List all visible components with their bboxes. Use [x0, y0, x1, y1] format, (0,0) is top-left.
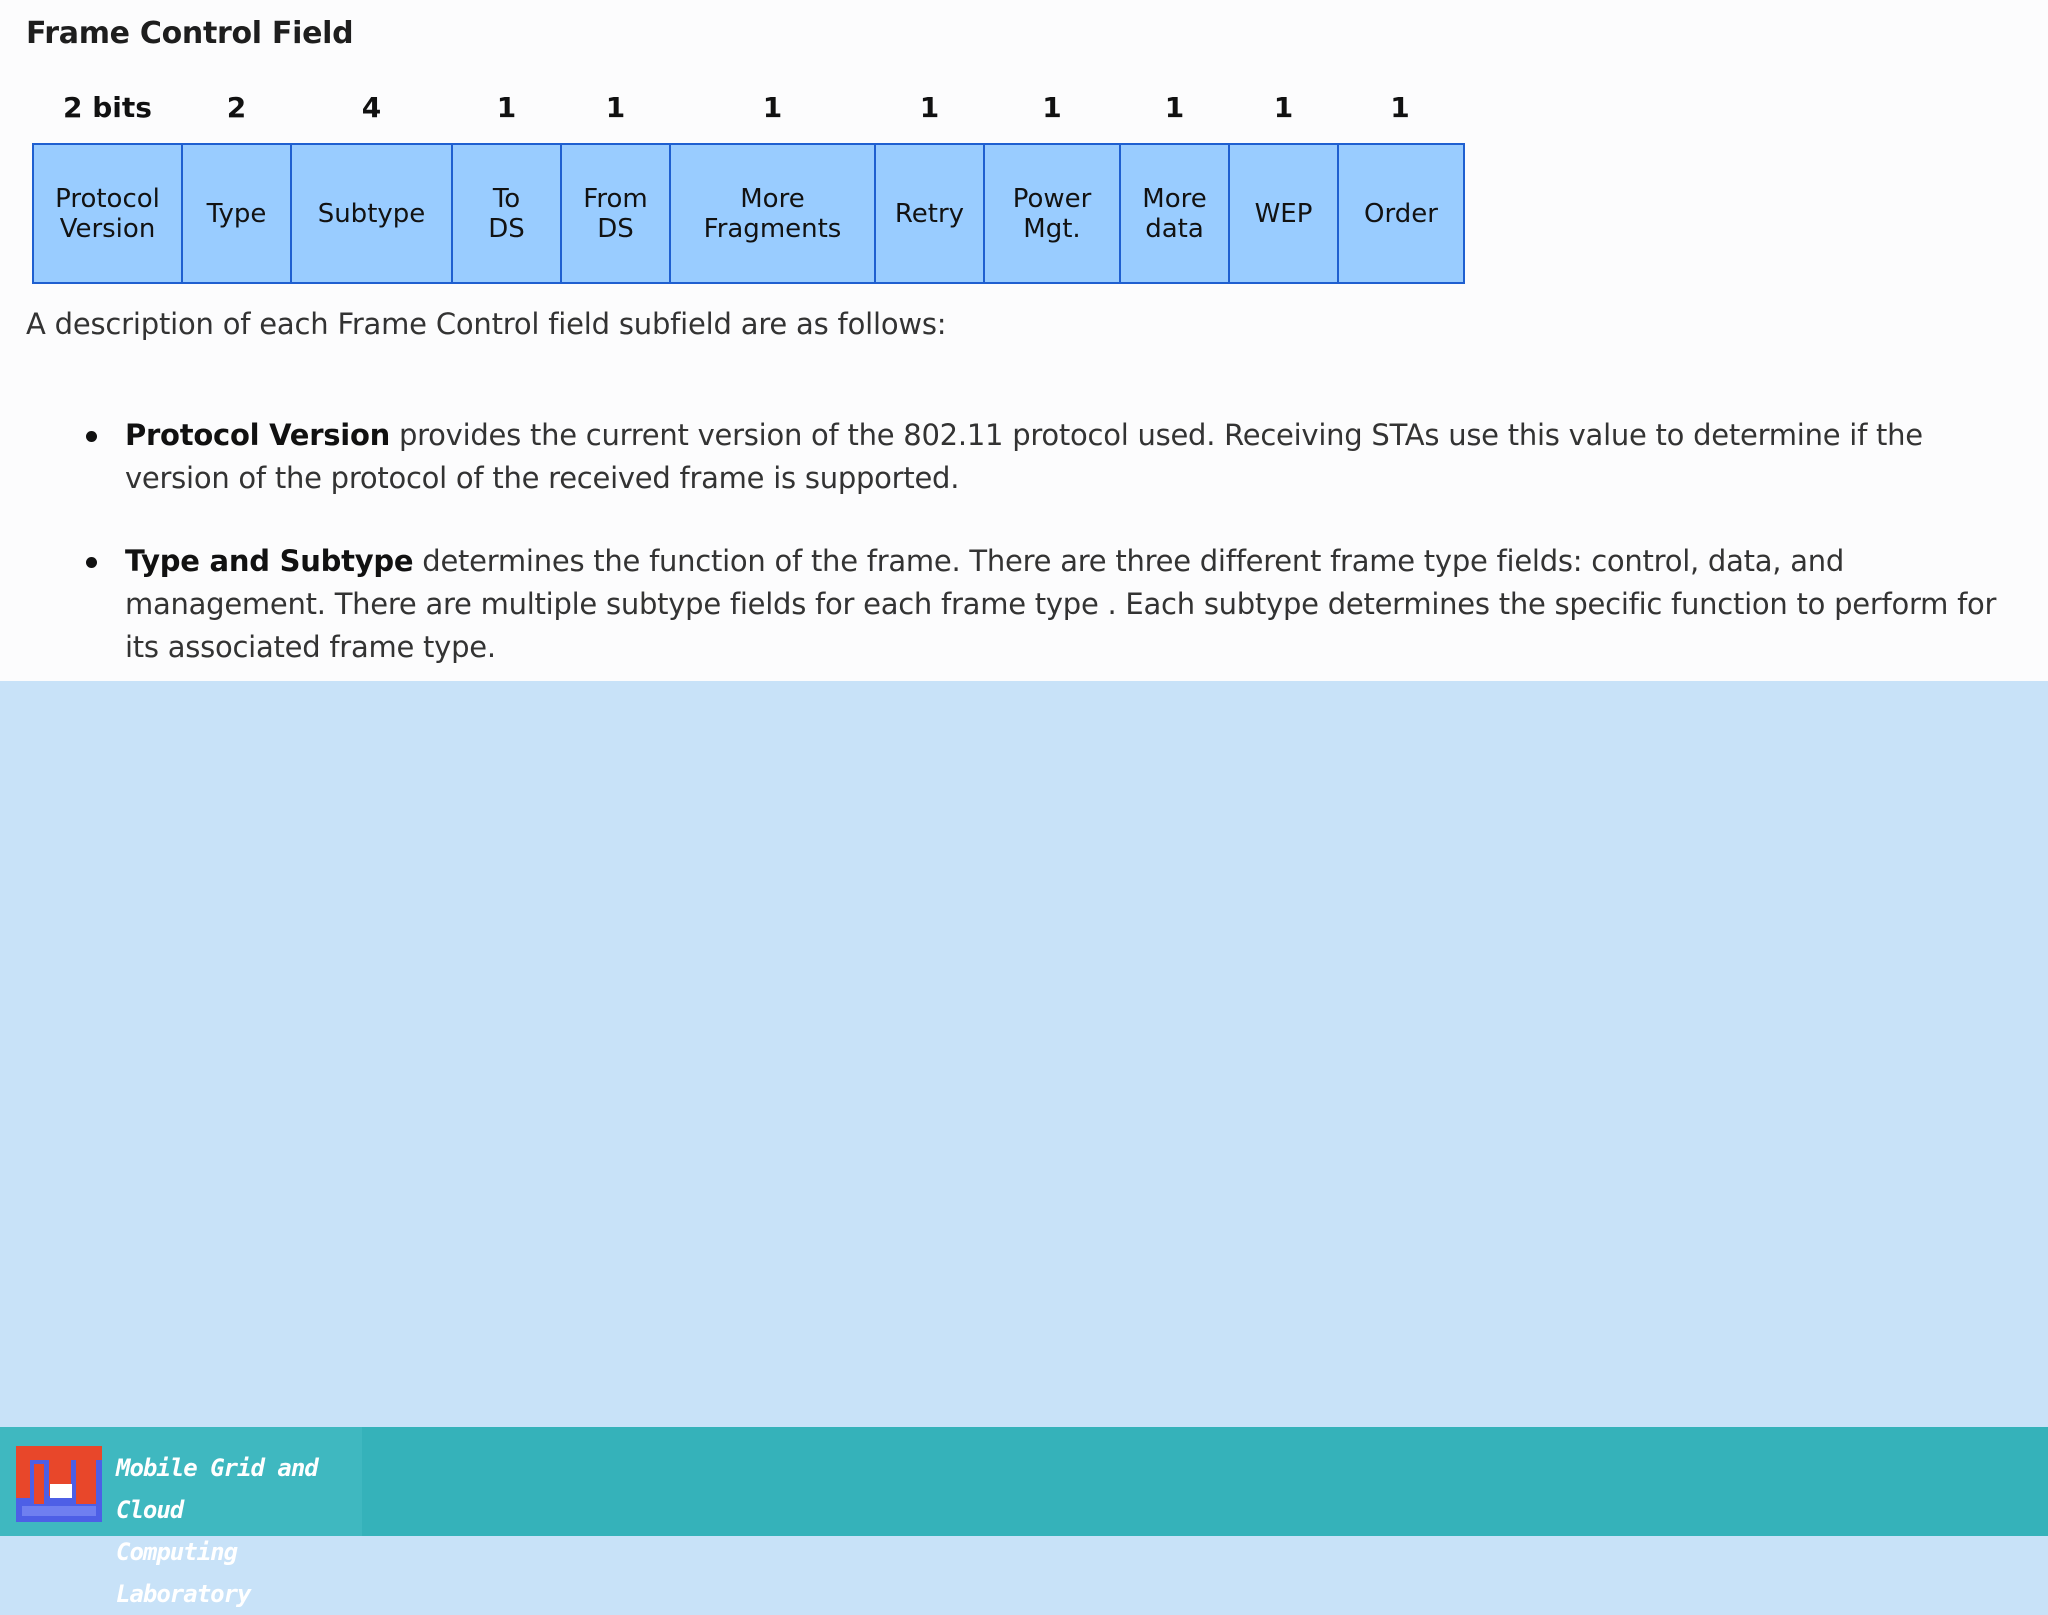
footer-bar	[0, 1427, 2048, 1608]
field-from-ds: From DS	[562, 145, 671, 282]
bit-size-retry: 1	[919, 91, 940, 124]
bit-size-protocol-version: 2 bits	[63, 91, 152, 124]
field-protocol-version: Protocol Version	[34, 145, 183, 282]
bit-size-wep: 1	[1273, 91, 1294, 124]
content-panel	[0, 0, 2048, 681]
frame-control-field-diagram	[32, 143, 1465, 284]
section-title: Frame Control Field	[26, 16, 354, 51]
field-more-data: More data	[1121, 145, 1230, 282]
bullet-text: provides the current version of the 802.11 protocol used. Receiving STAs use this value to determine if the version of the protocol of the received frame is supported.	[125, 418, 1923, 495]
bit-size-type: 2	[226, 91, 247, 124]
lab-name-line-1: Mobile Grid and Cloud	[116, 1454, 318, 1524]
bullet-dot-icon	[86, 431, 97, 442]
bit-size-subtype: 4	[361, 91, 382, 124]
bit-size-row	[33, 90, 1466, 126]
description-intro: A description of each Frame Control field subfield are as follows:	[26, 307, 947, 341]
field-retry: Retry	[876, 145, 985, 282]
field-to-ds: To DS	[453, 145, 562, 282]
lab-name-line-2: Computing Laboratory	[116, 1538, 251, 1608]
list-item	[74, 414, 2014, 500]
field-subtype: Subtype	[292, 145, 453, 282]
bullet-term: Protocol Version	[125, 418, 391, 452]
lab-logo	[0, 1427, 362, 1608]
lab-name	[116, 1447, 356, 1615]
list-item	[74, 540, 2014, 669]
lab-logo-icon	[16, 1446, 102, 1522]
field-type: Type	[183, 145, 292, 282]
field-order: Order	[1364, 198, 1438, 229]
bit-size-more-fragments: 1	[762, 91, 783, 124]
bit-size-from-ds: 1	[605, 91, 626, 124]
bit-size-power-mgt: 1	[1042, 91, 1062, 124]
field-wep: WEP	[1230, 145, 1339, 282]
bit-size-to-ds: 1	[496, 91, 517, 124]
field-more-fragments: More Fragments	[671, 145, 876, 282]
bullet-dot-icon	[86, 557, 97, 568]
bit-size-more-data: 1	[1164, 91, 1185, 124]
field-power-mgt: Power Mgt.	[985, 145, 1121, 282]
bullet-text: determines the function of the frame. There are three different frame type fields: control, data, and management. There are multiple subtype fields for each frame type . Each subtype determines the specific function to perform for its associated frame type.	[125, 544, 1997, 664]
description-list	[74, 414, 2014, 709]
bit-size-order: 1	[1390, 91, 1410, 124]
bullet-term: Type and Subtype	[125, 544, 414, 578]
